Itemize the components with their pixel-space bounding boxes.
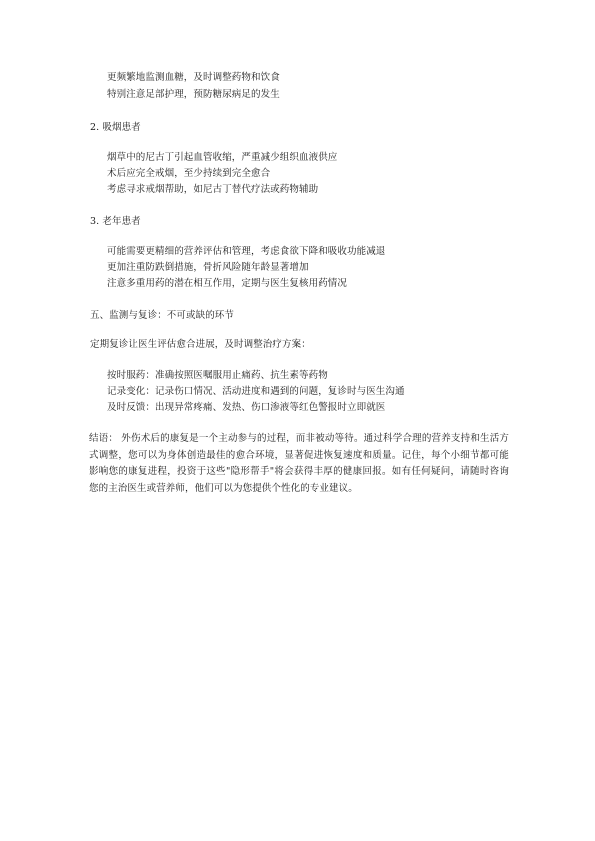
monitoring-bullet-2: 记录变化：记录伤口情况、活动进度和遇到的问题，复诊时与医生沟通	[107, 386, 405, 397]
elderly-bullet-3: 注意多重用药的潜在相互作用，定期与医生复核用药情况	[107, 278, 348, 289]
monitoring-intro: 定期复诊让医生评估愈合进展，及时调整治疗方案：	[90, 339, 311, 350]
smokers-bullet-2: 术后应完全戒烟，至少持续到完全愈合	[107, 168, 271, 179]
elderly-heading: 3. 老年患者	[90, 216, 141, 227]
monitoring-heading: 五、监测与复诊：不可或缺的环节	[90, 310, 235, 321]
monitoring-bullet-3: 及时反馈：出现异常疼痛、发热、伤口渗液等红色警报时立即就医	[107, 402, 386, 413]
diabetes-bullet-2: 特别注意足部护理，预防糖尿病足的发生	[107, 89, 280, 100]
elderly-bullet-2: 更加注重防跌倒措施，骨折风险随年龄显著增加	[107, 262, 309, 273]
diabetes-bullet-1: 更频繁地监测血糖，及时调整药物和饮食	[107, 72, 280, 83]
monitoring-bullet-1: 按时服药：准确按照医嘱服用止痛药、抗生素等药物	[107, 370, 328, 381]
smokers-bullet-3: 考虑寻求戒烟帮助，如尼古丁替代疗法或药物辅助	[107, 184, 319, 195]
elderly-bullet-1: 可能需要更精细的营养评估和管理，考虑食欲下降和吸收功能减退	[107, 246, 386, 257]
conclusion-paragraph: 结语： 外伤术后的康复是一个主动参与的过程，而非被动等待。通过科学合理的营养支持和生活方式调整，您可以为身体创造最佳的愈合环境，显著促进恢复速度和质量。记住，每个小细节都可能影响您的康复进程，投资于这些"隐形帮手"将会获得丰厚的健康回报。如有任何疑问，请随时咨询您的主治医生或营养师，他们可以为您提供个性化的专业建议。	[89, 433, 509, 494]
smokers-bullet-1: 烟草中的尼古丁引起血管收缩，严重减少组织血液供应	[107, 152, 338, 163]
smokers-heading: 2. 吸烟患者	[90, 122, 141, 133]
